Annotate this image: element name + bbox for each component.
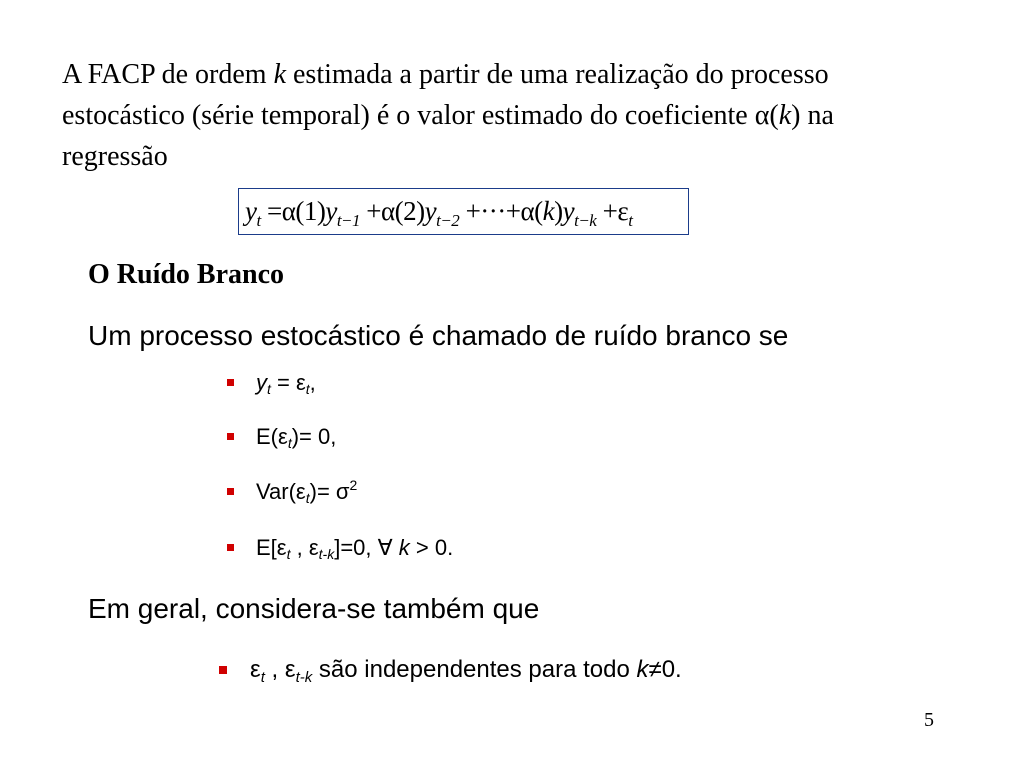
white-noise-definition: Um processo estocástico é chamado de ruído branco se	[88, 320, 789, 351]
formula-epsilon: +ε	[596, 196, 629, 226]
cond-pre: Var(ε	[256, 479, 306, 504]
formula-alpha2: +α(2)	[360, 196, 425, 226]
intro-k: k	[273, 59, 286, 90]
formula-sub-tk: t−k	[574, 211, 597, 230]
formula-dots: +···+α(	[459, 196, 543, 226]
formula-y2: y	[424, 196, 437, 226]
indep-sub-tk: t-k	[295, 669, 313, 686]
indep-end: ≠0.	[648, 656, 682, 683]
conditions-list	[212, 358, 592, 568]
bullet-icon	[227, 433, 234, 440]
cond-mid: , ε	[290, 535, 319, 560]
general-remark: Em geral, considera-se também que	[88, 593, 540, 624]
condition-text	[256, 533, 453, 563]
cond-sub: t	[305, 490, 310, 506]
intro-text-1: A FACP de ordem	[62, 59, 274, 90]
formula-yk: y	[562, 196, 575, 226]
condition-text	[256, 422, 336, 452]
cond-mid: = ε	[270, 370, 306, 395]
cond-sup: 2	[349, 477, 358, 493]
page-number: 5	[924, 709, 934, 731]
condition-text	[256, 368, 316, 398]
intro-paragraph	[62, 54, 922, 177]
cond-k: k	[398, 535, 410, 560]
bullet-icon	[219, 666, 227, 674]
formula-k: k	[542, 196, 555, 226]
formula-sub-t: t	[256, 211, 261, 230]
formula-alpha1: =α(1)	[260, 196, 326, 226]
cond-end: ,	[309, 370, 316, 395]
section-title: O Ruído Branco	[88, 259, 285, 290]
indep-eps: ε	[250, 656, 261, 683]
cond-pre: E(ε	[256, 424, 288, 449]
regression-formula	[238, 188, 689, 235]
bullet-icon	[227, 379, 234, 386]
intro-paren-open: (	[769, 100, 779, 131]
formula-sub-t2: t−2	[436, 211, 460, 230]
formula-sub-t1: t−1	[336, 211, 361, 230]
formula-eps-sub-t: t	[628, 211, 633, 230]
cond-y: y	[256, 370, 267, 395]
bullet-icon	[227, 488, 234, 495]
cond-sub: t	[286, 546, 291, 562]
cond-sub: t	[287, 435, 292, 451]
intro-alpha: α	[754, 100, 770, 131]
indep-sub-t: t	[260, 669, 265, 686]
cond-pre: E[ε	[256, 535, 287, 560]
indep-comma: , ε	[264, 656, 296, 683]
cond-sub-2: t	[305, 381, 310, 397]
indep-k: k	[636, 656, 649, 683]
bullet-icon	[227, 544, 234, 551]
indep-text: são independentes para todo	[312, 656, 637, 683]
cond-mid: )= σ	[309, 479, 350, 504]
cond-end: )= 0,	[291, 424, 337, 449]
cond-sub-2: t-k	[318, 546, 335, 562]
intro-k-2: k	[778, 100, 792, 131]
formula-y1: y	[325, 196, 337, 226]
independence-text	[250, 654, 682, 686]
condition-text	[256, 477, 357, 507]
cond-end: > 0.	[409, 535, 454, 560]
intro-text-2: estimada a partir de uma realização do processo estocástico (série temporal) é o valor estimado do coeficiente	[62, 59, 829, 131]
intro-text-3: na regressão	[62, 100, 834, 172]
intro-paren-close: )	[791, 100, 801, 131]
formula-y: y	[245, 196, 257, 226]
cond-post: ]=0, ∀	[334, 535, 399, 560]
cond-sub: t	[267, 381, 271, 397]
formula-close: )	[554, 196, 563, 226]
